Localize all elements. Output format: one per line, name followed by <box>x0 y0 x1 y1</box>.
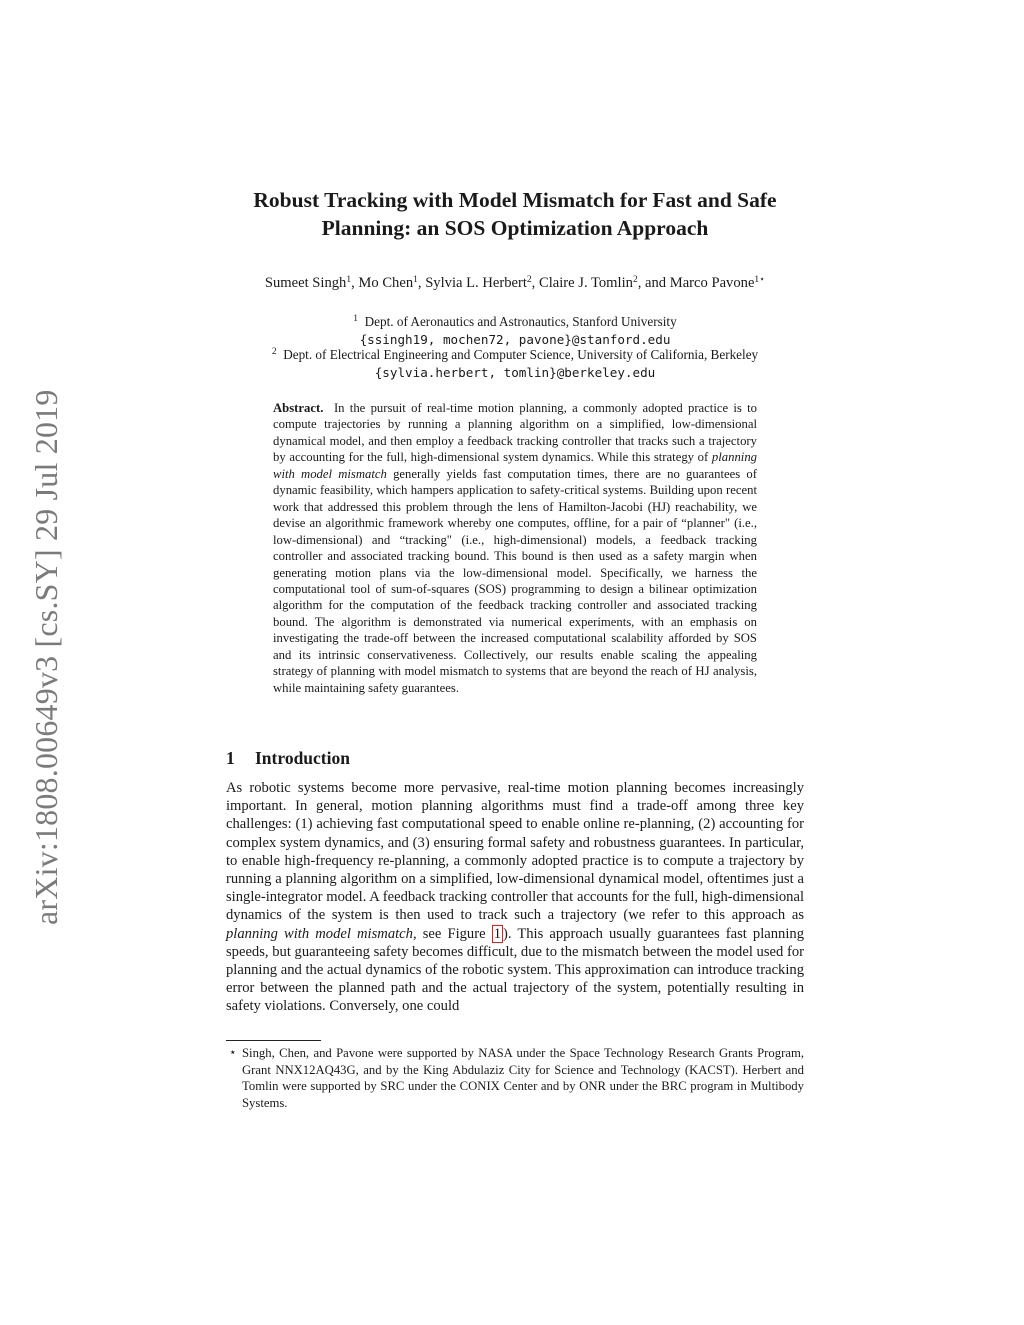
body-text: As robotic systems become more pervasive, real-time motion planning becomes increasingly important. In general, motion planning algorithms must find a trade-off among three key challenges: (1) achieving fast computational speed to enable online re-planning, (2) accounting for complex system dynamics, and (3) ensuring formal safety and robustness guarantees. In particular, to enable high-frequency re-planning, a commonly adopted practice is to compute a trajectory by running a planning algorithm on a simplified, low-dimensional dynamical model, oftentimes just a single-integrator model. A feedback tracking controller that accounts for the full, high-dimensional dynamics of the system is then used to track such a trajectory (we refer to this approach as <box>226 780 804 924</box>
body-emphasis: planning with model mismatch <box>226 925 413 942</box>
body-text-end: ). This approach usually guarantees fast planning speeds, but guaranteeing safety becomes difficult, due to the mismatch between the model used for planning and the actual dynamics of the robotic system. This approximation can introduce tracking error between the planned path and the actual trajectory of the system, potentially resulting in safety violations. Conversely, one could <box>226 925 804 1015</box>
author-name: Claire J. Tomlin <box>538 275 633 291</box>
author-separator: , and <box>637 275 670 291</box>
abstract-text: In the pursuit of real-time motion planning, a commonly adopted practice is to compute trajectories by running a planning algorithm on a simplified, low-dimensional dynamical model, and then employ a feedback tracking controller that tracks such a trajectory by accounting for the full, high-dimensional system dynamics. While this strategy of <box>273 401 758 465</box>
affiliation-2 <box>200 346 830 382</box>
abstract-text-continued: generally yields fast computation times, there are no guarantees of dynamic feasibility, which hampers application to safety-critical systems. Building upon recent work that addressed this problem through the lens of Hamilton-Jacobi (HJ) reachability, we devise an algorithmic framework whereby one computes, offline, for a pair of “planner" (i.e., low-dimensional) and “tracking" (i.e., high-dimensional) models, a feedback tracking controller and associated tracking bound. This bound is then used as a safety margin when generating motion plans via the low-dimensional model. Specifically, we harness the computational tool of sum-of-squares (SOS) programming to design a bilinear optimization algorithm for the computation of the feedback tracking controller and associated tracking bound. The algorithm is demonstrated via numerical experiments, with an emphasis on investigating the trade-off between the increased computational scalability afforded by SOS and its intrinsic conservativeness. Collectively, our results enable scaling the appealing strategy of planning with model mismatch to systems that are beyond the reach of HJ analysis, while maintaining safety guarantees. <box>273 466 757 695</box>
affiliation-emails: {sylvia.herbert, tomlin}@berkeley.edu <box>374 365 656 380</box>
abstract-emphasis: planning with model mismatch <box>273 450 758 481</box>
author-affiliation-mark: 1 <box>346 275 352 285</box>
section-heading <box>226 748 350 769</box>
author-separator: , <box>351 275 359 291</box>
author-list <box>200 275 830 292</box>
introduction-paragraph <box>226 779 804 1016</box>
author-name: Sylvia L. Herbert <box>425 275 527 291</box>
affiliation-number: 1 <box>353 314 359 324</box>
footnote-divider <box>226 1040 321 1041</box>
abstract-label: Abstract. <box>273 401 324 415</box>
section-title: Introduction <box>255 748 350 768</box>
affiliation-department: Dept. of Electrical Engineering and Computer Science, University of California, Berkeley <box>283 347 759 362</box>
affiliation-department: Dept. of Aeronautics and Astronautics, Stanford University <box>364 314 677 329</box>
footnote-mark: ⋆ <box>229 1045 237 1059</box>
arxiv-identifier-sidebar: arXiv:1808.00649v3 [cs.SY] 29 Jul 2019 <box>28 389 64 926</box>
author-affiliation-mark: 2 <box>632 275 638 285</box>
affiliation-emails: {ssingh19, mochen72, pavone}@stanford.edu <box>359 332 671 347</box>
paper-title <box>200 186 830 242</box>
affiliation-1 <box>200 313 830 349</box>
affiliation-number: 2 <box>271 347 277 357</box>
title-line-1: Robust Tracking with Model Mismatch for Fast and Safe <box>253 188 777 212</box>
section-number: 1 <box>226 748 235 768</box>
author-name: Mo Chen <box>358 275 414 291</box>
body-text-continued: , see Figure <box>412 925 486 942</box>
author-separator: , <box>531 275 539 291</box>
footnote <box>226 1045 804 1111</box>
author-affiliation-mark: 1⋆ <box>754 275 766 285</box>
author-affiliation-mark: 2 <box>526 275 532 285</box>
figure-reference-link[interactable]: 1 <box>493 925 501 942</box>
author-separator: , <box>417 275 426 291</box>
author-name: Sumeet Singh <box>264 275 347 291</box>
abstract <box>273 400 757 696</box>
title-line-2: Planning: an SOS Optimization Approach <box>321 216 709 240</box>
author-affiliation-mark: 1 <box>413 275 418 285</box>
footnote-text: Singh, Chen, and Pavone were supported by NASA under the Space Technology Research Grants Program, Grant NNX12AQ43G, and by the King Abdulaziz City for Science and Technology (KACST). Herbert and Tomlin were supported by SRC under the CONIX Center and by ONR under the BRC program in Multibody Systems. <box>242 1046 804 1110</box>
author-name: Marco Pavone <box>669 275 755 291</box>
